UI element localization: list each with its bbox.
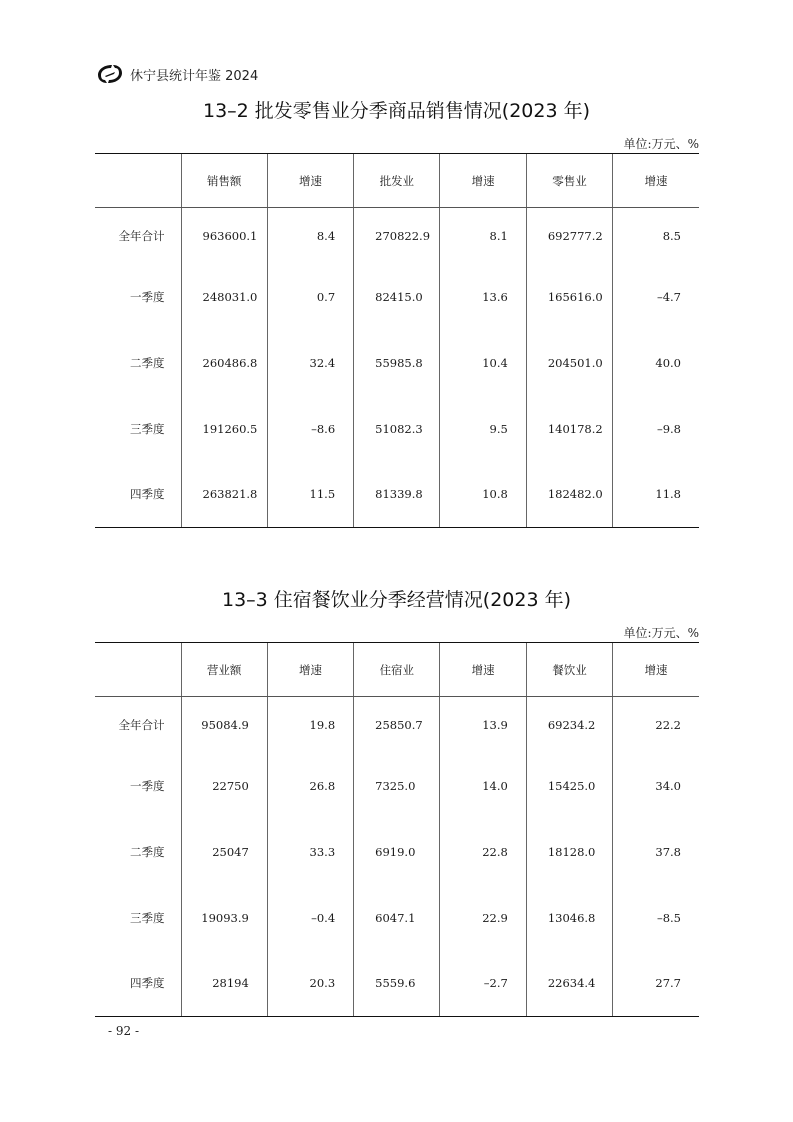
table-cell: 11.8 xyxy=(613,462,699,528)
table-cell: 33.3 xyxy=(267,819,353,885)
table-cell: 270822.9 xyxy=(354,208,440,264)
row-label: 全年合计 xyxy=(118,717,165,732)
wholesale-retail-table xyxy=(95,153,699,528)
table-cell: 22.8 xyxy=(440,819,526,885)
table-cell: 28194 xyxy=(181,951,267,1017)
table-cell: 0.7 xyxy=(267,264,353,330)
table-cell: 82415.0 xyxy=(354,264,440,330)
table-cell: 260486.8 xyxy=(181,330,267,396)
table-row xyxy=(95,753,699,819)
row-label: 三季度 xyxy=(130,910,165,925)
table-cell: 248031.0 xyxy=(181,264,267,330)
table-cell: 9.5 xyxy=(440,396,526,462)
table-cell: 55985.8 xyxy=(354,330,440,396)
column-header xyxy=(95,154,181,208)
column-header xyxy=(95,643,181,697)
column-header: 营业额 xyxy=(181,643,267,697)
row-label: 二季度 xyxy=(130,355,165,370)
table-cell: 692777.2 xyxy=(526,208,612,264)
accommodation-catering-table xyxy=(95,642,699,1017)
table-row xyxy=(95,330,699,396)
row-label: 四季度 xyxy=(95,951,181,1017)
table-cell: 10.8 xyxy=(440,462,526,528)
book-title: 休宁县统计年鉴 2024 xyxy=(130,68,259,84)
table1-unit: 单位:万元、% xyxy=(623,137,699,151)
table-cell: 69234.2 xyxy=(526,697,612,753)
table-cell: 8.5 xyxy=(613,208,699,264)
table-cell: 34.0 xyxy=(613,753,699,819)
table-cell: 25047 xyxy=(181,819,267,885)
table-cell: 95084.9 xyxy=(181,697,267,753)
table-cell: 10.4 xyxy=(440,330,526,396)
table-cell: 26.8 xyxy=(267,753,353,819)
column-header: 销售额 xyxy=(181,154,267,208)
table-cell: 13.9 xyxy=(440,697,526,753)
table2-unit: 单位:万元、% xyxy=(623,626,699,640)
table-header-row xyxy=(95,643,699,697)
table-cell: 8.4 xyxy=(267,208,353,264)
column-header: 零售业 xyxy=(526,154,612,208)
column-header: 住宿业 xyxy=(354,643,440,697)
column-header: 批发业 xyxy=(354,154,440,208)
table-cell: 11.5 xyxy=(267,462,353,528)
column-header: 增速 xyxy=(440,154,526,208)
table-cell: –8.5 xyxy=(613,885,699,951)
table-cell: 6919.0 xyxy=(354,819,440,885)
row-label: 三季度 xyxy=(130,421,165,436)
table-cell: 22750 xyxy=(181,753,267,819)
table-row xyxy=(95,396,699,462)
table-cell: 51082.3 xyxy=(354,396,440,462)
table-cell: 22.9 xyxy=(440,885,526,951)
column-header: 增速 xyxy=(267,643,353,697)
table-cell: 13.6 xyxy=(440,264,526,330)
column-header: 餐饮业 xyxy=(526,643,612,697)
page-number: - 92 - xyxy=(108,1024,140,1038)
table-row xyxy=(95,697,699,753)
table-cell: 5559.6 xyxy=(354,951,440,1017)
table-cell: 19093.9 xyxy=(181,885,267,951)
table-cell: 22.2 xyxy=(613,697,699,753)
table-cell: 40.0 xyxy=(613,330,699,396)
table-row xyxy=(95,819,699,885)
table-header-row xyxy=(95,154,699,208)
table-cell: 191260.5 xyxy=(181,396,267,462)
table-cell: 263821.8 xyxy=(181,462,267,528)
table-cell: 182482.0 xyxy=(526,462,612,528)
page-header xyxy=(96,62,258,86)
table-cell: 20.3 xyxy=(267,951,353,1017)
table-cell: 19.8 xyxy=(267,697,353,753)
table-cell: 81339.8 xyxy=(354,462,440,528)
table-cell: 963600.1 xyxy=(181,208,267,264)
table-row xyxy=(95,462,699,528)
table-cell: 25850.7 xyxy=(354,697,440,753)
column-header: 增速 xyxy=(440,643,526,697)
row-label: 一季度 xyxy=(130,778,165,793)
table-row xyxy=(95,264,699,330)
table-row xyxy=(95,951,699,1017)
table-row xyxy=(95,885,699,951)
table2-title: 13–3 住宿餐饮业分季经营情况(2023 年) xyxy=(221,589,572,611)
yearbook-logo-icon xyxy=(96,63,124,85)
row-label: 四季度 xyxy=(95,462,181,528)
table-cell: 204501.0 xyxy=(526,330,612,396)
table1-title: 13–2 批发零售业分季商品销售情况(2023 年) xyxy=(202,100,591,122)
table-cell: 14.0 xyxy=(440,753,526,819)
table-cell: 140178.2 xyxy=(526,396,612,462)
column-header: 增速 xyxy=(267,154,353,208)
table-cell: 6047.1 xyxy=(354,885,440,951)
table-cell: 22634.4 xyxy=(526,951,612,1017)
table-cell: 15425.0 xyxy=(526,753,612,819)
table-cell: –4.7 xyxy=(613,264,699,330)
column-header: 增速 xyxy=(613,643,699,697)
table-row xyxy=(95,208,699,264)
table-cell: 13046.8 xyxy=(526,885,612,951)
row-label: 一季度 xyxy=(130,289,165,304)
table-cell: 8.1 xyxy=(440,208,526,264)
table-cell: –2.7 xyxy=(440,951,526,1017)
row-label: 全年合计 xyxy=(118,228,165,243)
table-cell: 165616.0 xyxy=(526,264,612,330)
table-cell: 37.8 xyxy=(613,819,699,885)
row-label: 二季度 xyxy=(130,844,165,859)
table-cell: 18128.0 xyxy=(526,819,612,885)
table-cell: –0.4 xyxy=(267,885,353,951)
table-cell: –8.6 xyxy=(267,396,353,462)
table-cell: 7325.0 xyxy=(354,753,440,819)
table-cell: –9.8 xyxy=(613,396,699,462)
table-cell: 27.7 xyxy=(613,951,699,1017)
table-cell: 32.4 xyxy=(267,330,353,396)
column-header: 增速 xyxy=(613,154,699,208)
